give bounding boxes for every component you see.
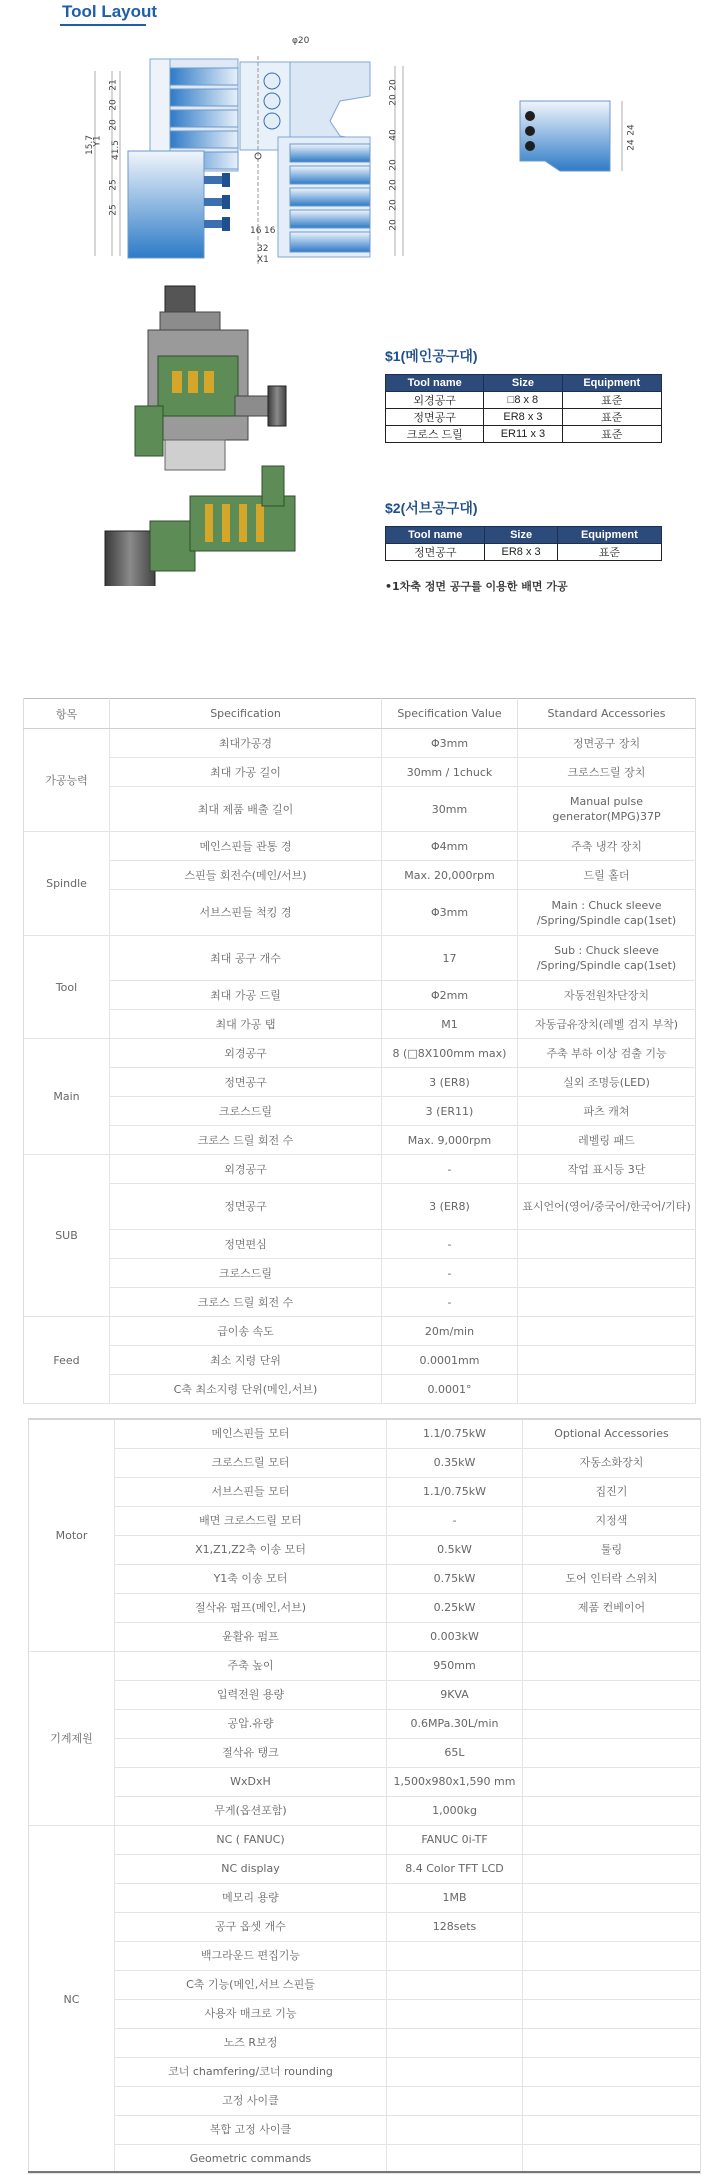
sub-tool-post-table: [385, 526, 662, 561]
spec-row: [24, 758, 696, 787]
dim-dia: φ20: [292, 36, 310, 46]
spec-row: [29, 2028, 701, 2057]
spec-accessory: [523, 1651, 701, 1680]
spec-accessory: 레벨링 패드: [518, 1126, 696, 1155]
spec-row: [29, 1796, 701, 1825]
dim-left-0: 15.7: [85, 134, 96, 156]
spec-name: 급이송 속도: [110, 1317, 382, 1346]
spec-group-label: SUB: [24, 1155, 110, 1317]
spec-row: [29, 1564, 701, 1593]
spec-value: 0.6MPa.30L/min: [387, 1709, 523, 1738]
dim-left-7: 25: [108, 204, 119, 216]
col-size: Size: [484, 375, 562, 392]
spec-name: 최대 공구 개수: [110, 936, 382, 981]
spec-row: [29, 1419, 701, 1448]
spec-value: 20m/min: [382, 1317, 518, 1346]
main-tool-post-table: [385, 374, 662, 443]
spec-value: -: [382, 1230, 518, 1259]
spec-accessory: 실외 조명등(LED): [518, 1068, 696, 1097]
spec-accessory: [518, 1346, 696, 1375]
dim-right-3: 20: [388, 159, 399, 171]
spec-name: NC display: [115, 1854, 387, 1883]
spec-name: 고정 사이클: [115, 2086, 387, 2115]
spec-value: 65L: [387, 1738, 523, 1767]
spec-name: 공구 옵셋 개수: [115, 1912, 387, 1941]
spec-name: 윤활유 펌프: [115, 1622, 387, 1651]
spec-accessory: 도어 인터락 스위치: [523, 1564, 701, 1593]
spec-value: 8.4 Color TFT LCD: [387, 1854, 523, 1883]
spec-name: 최대 제품 배출 길이: [110, 787, 382, 832]
spec-name: 최대 가공 탭: [110, 1010, 382, 1039]
spec-name: 크로스드릴 모터: [115, 1448, 387, 1477]
spec-row: [24, 1126, 696, 1155]
spec-value: Max. 20,000rpm: [382, 861, 518, 890]
spec-row: [24, 1184, 696, 1230]
spec-name: Geometric commands: [115, 2144, 387, 2173]
dim-right-1: 20: [388, 79, 399, 91]
spec-value: 1,000kg: [387, 1796, 523, 1825]
spec-name: 정면편심: [110, 1230, 382, 1259]
dim-bottom-0: 16: [250, 226, 262, 236]
spec-accessory: 자동소화장치: [523, 1448, 701, 1477]
spec-value: [387, 2115, 523, 2144]
spec-accessory: 툴링: [523, 1535, 701, 1564]
dim-left-3: 20: [108, 119, 119, 131]
col-equipment: Equipment: [557, 527, 661, 544]
spec-value: 0.5kW: [387, 1535, 523, 1564]
spec-group-label: NC: [29, 1825, 115, 2173]
spec-table-secondary: [28, 1418, 701, 2174]
cell: 표준: [557, 544, 661, 561]
spec-value: -: [387, 1506, 523, 1535]
spec-row: [24, 1097, 696, 1126]
dim-bottom-3: X1: [257, 255, 269, 265]
spec-value: [387, 1999, 523, 2028]
spec-row: [24, 1346, 696, 1375]
dim-right-5: 20: [388, 199, 399, 211]
side-view-block: [520, 101, 622, 171]
spec-row: [29, 1593, 701, 1622]
spec-row: [29, 2115, 701, 2144]
spec-value: Φ3mm: [382, 890, 518, 936]
spec-accessory: [523, 1999, 701, 2028]
spec-accessory: [518, 1288, 696, 1317]
spec-value: FANUC 0i-TF: [387, 1825, 523, 1854]
cell: 크로스 드릴: [386, 426, 484, 443]
spec-row: [24, 1155, 696, 1184]
spec-accessory: [523, 2057, 701, 2086]
spec-accessory: [518, 1230, 696, 1259]
spec-accessory: [523, 1970, 701, 1999]
sub-tool-post-heading: $2(서브공구대): [385, 500, 478, 516]
spec-accessory: [518, 1259, 696, 1288]
spec-value: 0.35kW: [387, 1448, 523, 1477]
spec-accessory: [523, 2144, 701, 2173]
cell: □8 x 8: [484, 392, 562, 409]
spec-name: 백그라운드 편집기능: [115, 1941, 387, 1970]
spec-value: M1: [382, 1010, 518, 1039]
dim-bottom-1: 16: [264, 226, 276, 236]
page-title: Tool Layout: [62, 2, 158, 21]
spec-name: 최대 가공 드릴: [110, 981, 382, 1010]
spec-row: [29, 1825, 701, 1854]
spec-row: [24, 936, 696, 981]
spec-name: 절삭유 펌프(메인,서브): [115, 1593, 387, 1622]
cell: ER8 x 3: [485, 544, 557, 561]
spec-group-label: 가공능력: [24, 729, 110, 832]
spec-value: [387, 1970, 523, 1999]
spec-accessory: 제품 컨베이어: [523, 1593, 701, 1622]
spec-name: 배면 크로스드릴 모터: [115, 1506, 387, 1535]
table-row: [386, 426, 662, 443]
spec-value: 0.0001mm: [382, 1346, 518, 1375]
spec-accessory: 정면공구 장치: [518, 729, 696, 758]
dim-left-6: 25: [108, 179, 119, 191]
spec-value: 1.1/0.75kW: [387, 1419, 523, 1448]
spec-name: C축 최소지령 단위(메인,서브): [110, 1375, 382, 1404]
spec-value: Max. 9,000rpm: [382, 1126, 518, 1155]
header-standard-accessories: Standard Accessories: [518, 699, 696, 729]
spec-value: [387, 2028, 523, 2057]
back-machining-note: •1차축 정면 공구를 이용한 배면 가공: [385, 580, 568, 593]
spec-row: [24, 981, 696, 1010]
spec-name: 공압.유량: [115, 1709, 387, 1738]
spec-value: Φ3mm: [382, 729, 518, 758]
spec-accessory: [523, 1767, 701, 1796]
spec-value: [387, 1941, 523, 1970]
cell: 표준: [562, 426, 662, 443]
main-tool-post-section: [385, 346, 662, 443]
spec-name: 입력전원 용량: [115, 1680, 387, 1709]
spec-row: [29, 2086, 701, 2115]
spec-name: 정면공구: [110, 1068, 382, 1097]
spec-name: 메인스핀들 관통 경: [110, 832, 382, 861]
cell: 표준: [562, 392, 662, 409]
spec-accessory: Main : Chuck sleeve /Spring/Spindle cap(1set): [518, 890, 696, 936]
spec-name: 서브스핀들 척킹 경: [110, 890, 382, 936]
spec-value: 0.0001°: [382, 1375, 518, 1404]
spec-table-primary: [23, 698, 696, 1404]
spec-row: [29, 1448, 701, 1477]
spec-value: [387, 2057, 523, 2086]
spec-name: 노즈 R보정: [115, 2028, 387, 2057]
spec-accessory: [523, 2115, 701, 2144]
spec-row: [29, 1999, 701, 2028]
main-tool-post-heading: $1(메인공구대): [385, 348, 478, 364]
spec-row: [24, 1375, 696, 1404]
spec-accessory: [523, 1709, 701, 1738]
spec-value: 3 (ER11): [382, 1097, 518, 1126]
spec-accessory: 자동전원차단장치: [518, 981, 696, 1010]
spec-group-label: Motor: [29, 1419, 115, 1651]
spec-row: [29, 1854, 701, 1883]
spec-accessory: 자동급유장치(레벨 검지 부착): [518, 1010, 696, 1039]
spec-name: 서브스핀들 모터: [115, 1477, 387, 1506]
spec-accessory: 크로스드릴 장치: [518, 758, 696, 787]
spec-row: [29, 1680, 701, 1709]
dim-left-4: 20: [108, 99, 119, 111]
spec-value: 17: [382, 936, 518, 981]
spec-name: 최대 가공 길이: [110, 758, 382, 787]
spec-name: NC ( FANUC): [115, 1825, 387, 1854]
spec-row: [29, 1651, 701, 1680]
spec-accessory: 파츠 캐쳐: [518, 1097, 696, 1126]
spec-name: 코너 chamfering/코너 rounding: [115, 2057, 387, 2086]
spec-row: [24, 1039, 696, 1068]
spec-row: [24, 1317, 696, 1346]
spec-row: [29, 1738, 701, 1767]
spec-row: [29, 1622, 701, 1651]
spec-accessory: 주축 부하 이상 검출 기능: [518, 1039, 696, 1068]
sub-tool-post-illustration: [105, 466, 295, 586]
table-row: [386, 392, 662, 409]
spec-row: [29, 1535, 701, 1564]
spec-row: [29, 2144, 701, 2173]
spec-name: 최대가공경: [110, 729, 382, 758]
spec-accessory: [523, 1883, 701, 1912]
spec-value: -: [382, 1288, 518, 1317]
spec-accessory: 드릴 홀더: [518, 861, 696, 890]
spec-name: X1,Z1,Z2축 이송 모터: [115, 1535, 387, 1564]
spec-accessory: [523, 1941, 701, 1970]
cell: ER11 x 3: [484, 426, 562, 443]
spec-accessory: Optional Accessories: [523, 1419, 701, 1448]
spec-row: [24, 729, 696, 758]
spec-row: [24, 1010, 696, 1039]
spec-header-row: [24, 699, 696, 729]
cell: 표준: [562, 409, 662, 426]
spec-name: 스핀들 회전수(메인/서브): [110, 861, 382, 890]
bottom-rule: [28, 2171, 700, 2173]
spec-group-label: Tool: [24, 936, 110, 1039]
spec-name: 크로스드릴: [110, 1097, 382, 1126]
spec-row: [29, 1477, 701, 1506]
spec-value: 0.003kW: [387, 1622, 523, 1651]
spec-name: WxDxH: [115, 1767, 387, 1796]
spec-name: 외경공구: [110, 1155, 382, 1184]
spec-row: [29, 2057, 701, 2086]
spec-group-label: Main: [24, 1039, 110, 1155]
sub-tool-post-section: [385, 498, 662, 561]
dim-left-5: 21: [108, 79, 119, 91]
spec-value: -: [382, 1155, 518, 1184]
dim-right-4: 20: [388, 179, 399, 191]
spec-accessory: [523, 1796, 701, 1825]
dim-small-1: 24: [626, 139, 637, 151]
dim-left-1: Y1: [92, 135, 103, 147]
dim-small-0: 24: [626, 124, 637, 136]
dim-right-0: 20: [388, 94, 399, 106]
dim-right-2: 40: [388, 129, 399, 141]
spec-value: 0.75kW: [387, 1564, 523, 1593]
main-tool-post-illustration: [135, 286, 286, 470]
spec-value: Φ2mm: [382, 981, 518, 1010]
dim-right-6: 20: [388, 219, 399, 231]
header-specification: Specification: [110, 699, 382, 729]
cell: 정면공구: [386, 409, 484, 426]
spec-row: [24, 1288, 696, 1317]
spec-name: 절삭유 탱크: [115, 1738, 387, 1767]
spec-name: 크로스 드릴 회전 수: [110, 1288, 382, 1317]
spec-row: [29, 1709, 701, 1738]
spec-value: 3 (ER8): [382, 1068, 518, 1097]
spec-value: 9KVA: [387, 1680, 523, 1709]
spec-name: 사용자 매크로 기능: [115, 1999, 387, 2028]
spec-accessory: Sub : Chuck sleeve /Spring/Spindle cap(1set): [518, 936, 696, 981]
spec-value: 30mm: [382, 787, 518, 832]
spec-accessory: [523, 1622, 701, 1651]
spec-row: [29, 1941, 701, 1970]
col-equipment: Equipment: [562, 375, 662, 392]
spec-value: 0.25kW: [387, 1593, 523, 1622]
spec-accessory: 집진기: [523, 1477, 701, 1506]
col-tool-name: Tool name: [386, 375, 484, 392]
spec-accessory: [523, 1825, 701, 1854]
spec-value: [387, 2144, 523, 2173]
col-size: Size: [485, 527, 557, 544]
dim-left-2: 41.5: [111, 139, 122, 161]
spec-row: [29, 1912, 701, 1941]
spec-name: 메인스핀들 모터: [115, 1419, 387, 1448]
spec-group-label: 기계제원: [29, 1651, 115, 1825]
spec-row: [24, 1230, 696, 1259]
cell: ER8 x 3: [484, 409, 562, 426]
spec-row: [29, 1970, 701, 1999]
spec-value: 1,500x980x1,590 mm: [387, 1767, 523, 1796]
spec-accessory: [523, 2086, 701, 2115]
spec-accessory: [523, 1854, 701, 1883]
spec-name: 크로스 드릴 회전 수: [110, 1126, 382, 1155]
spec-value: 1.1/0.75kW: [387, 1477, 523, 1506]
spec-name: 복합 고정 사이클: [115, 2115, 387, 2144]
spec-row: [24, 1068, 696, 1097]
spec-accessory: 표시언어(영어/중국어/한국어/기타): [518, 1184, 696, 1230]
spec-row: [29, 1883, 701, 1912]
spec-value: 128sets: [387, 1912, 523, 1941]
spec-value: -: [382, 1259, 518, 1288]
spec-value: 1MB: [387, 1883, 523, 1912]
dim-bottom-2: 32: [257, 244, 269, 254]
spec-value: 950mm: [387, 1651, 523, 1680]
spec-name: 정면공구: [110, 1184, 382, 1230]
spec-accessory: [518, 1375, 696, 1404]
spec-row: [29, 1506, 701, 1535]
col-tool-name: Tool name: [386, 527, 485, 544]
spec-name: 메모리 용량: [115, 1883, 387, 1912]
table-row: [386, 409, 662, 426]
spec-accessory: 작업 표시등 3단: [518, 1155, 696, 1184]
spec-group-label: Spindle: [24, 832, 110, 936]
header-spec-value: Specification Value: [382, 699, 518, 729]
spec-accessory: Manual pulse generator(MPG)37P: [518, 787, 696, 832]
spec-name: Y1축 이송 모터: [115, 1564, 387, 1593]
spec-accessory: 주축 냉각 장치: [518, 832, 696, 861]
spec-name: 주축 높이: [115, 1651, 387, 1680]
spec-accessory: [523, 1738, 701, 1767]
spec-name: C축 기능(메인,서브 스핀들: [115, 1970, 387, 1999]
cell: 외경공구: [386, 392, 484, 409]
spec-accessory: 지정색: [523, 1506, 701, 1535]
right-tool-blocks: [278, 137, 370, 257]
spec-value: [387, 2086, 523, 2115]
spec-value: 3 (ER8): [382, 1184, 518, 1230]
spec-accessory: [518, 1317, 696, 1346]
cell: 정면공구: [386, 544, 485, 561]
spec-name: 무게(옵션포함): [115, 1796, 387, 1825]
spec-name: 외경공구: [110, 1039, 382, 1068]
spec-row: [24, 861, 696, 890]
spec-row: [24, 832, 696, 861]
spec-value: 8 (□8X100mm max): [382, 1039, 518, 1068]
spec-row: [24, 787, 696, 832]
spec-name: 크로스드릴: [110, 1259, 382, 1288]
spec-group-label: Feed: [24, 1317, 110, 1404]
spec-accessory: [523, 1912, 701, 1941]
spec-value: 30mm / 1chuck: [382, 758, 518, 787]
spec-accessory: [523, 2028, 701, 2057]
spec-name: 최소 지령 단위: [110, 1346, 382, 1375]
spec-row: [24, 1259, 696, 1288]
spec-value: Φ4mm: [382, 832, 518, 861]
spec-accessory: [523, 1680, 701, 1709]
table-row: [386, 544, 662, 561]
spec-row: [29, 1767, 701, 1796]
spec-row: [24, 890, 696, 936]
header-item: 항목: [24, 699, 110, 729]
